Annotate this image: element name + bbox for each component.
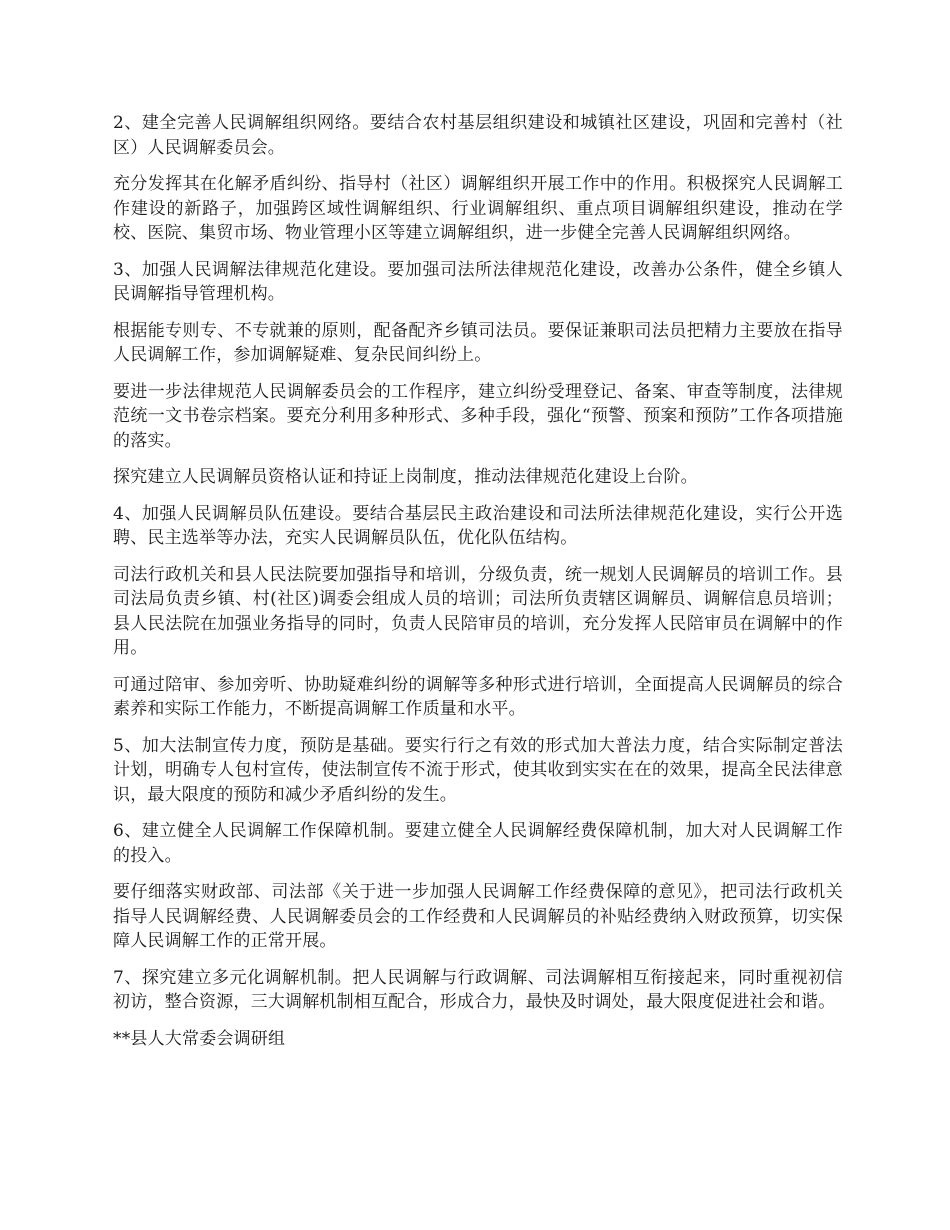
paragraph-4: 根据能专则专、不专就兼的原则，配备配齐乡镇司法员。要保证兼职司法员把精力主要放在指导人民调解工作，参加调解疑难、复杂民间纠纷上。 bbox=[113, 320, 843, 365]
paragraph-8: 司法行政机关和县人民法院要加强指导和培训，分级负责，统一规划人民调解员的培训工作。县司法局负责乡镇、村(社区)调委会组成人员的培训；司法所负责辖区调解员、调解信息员培训；县人民法院在加强业务指导的同时，负责人民陪审员的培训，充分发挥人民陪审员在调解中的作用。 bbox=[113, 564, 843, 658]
paragraph-7: 4、加强人民调解员队伍建设。要结合基层民主政治建设和司法所法律规范化建设，实行公开选聘、民主选举等办法，充实人民调解员队伍，优化队伍结构。 bbox=[113, 503, 843, 548]
paragraph-10: 5、加大法制宣传力度，预防是基础。要实行行之有效的形式加大普法力度，结合实际制定普法计划，明确专人包村宣传，使法制宣传不流于形式，使其收到实实在在的效果，提高全民法律意识，最大限度的预防和减少矛盾纠纷的发生。 bbox=[113, 735, 843, 805]
document-body bbox=[113, 111, 843, 1051]
signature: **县人大常委会调研组 bbox=[113, 1028, 286, 1049]
paragraph-5: 要进一步法律规范人民调解委员会的工作程序，建立纠纷受理登记、备案、审查等制度，法律规范统一文书卷宗档案。要充分利用多种形式、多种手段，强化“预警、预案和预防”工作各项措施的落实。 bbox=[113, 381, 843, 451]
paragraph-6: 探究建立人民调解员资格认证和持证上岗制度，推动法律规范化建设上台阶。 bbox=[113, 467, 698, 487]
paragraph-3: 3、加强人民调解法律规范化建设。要加强司法所法律规范化建设，改善办公条件，健全乡镇人民调解指导管理机构。 bbox=[113, 259, 843, 304]
paragraph-11: 6、建立健全人民调解工作保障机制。要建立健全人民调解经费保障机制，加大对人民调解工作的投入。 bbox=[113, 821, 843, 866]
paragraph-1: 2、建全完善人民调解组织网络。要结合农村基层组织建设和城镇社区建设，巩固和完善村（社区）人民调解委员会。 bbox=[113, 113, 843, 158]
paragraph-2: 充分发挥其在化解矛盾纠纷、指导村（社区）调解组织开展工作中的作用。积极探究人民调解工作建设的新路子，加强跨区域性调解组织、行业调解组织、重点项目调解组织建设，推动在学校、医院、集贸市场、物业管理小区等建立调解组织，进一步健全完善人民调解组织网络。 bbox=[113, 174, 843, 243]
paragraph-12: 要仔细落实财政部、司法部《关于进一步加强人民调解工作经费保障的意见》，把司法行政机关指导人民调解经费、人民调解委员会的工作经费和人民调解员的补贴经费纳入财政预算，切实保障人民调解工作的正常开展。 bbox=[113, 882, 843, 951]
paragraph-13: 7、探究建立多元化调解机制。把人民调解与行政调解、司法调解相互衔接起来，同时重视初信初访，整合资源，三大调解机制相互配合，形成合力，最快及时调处，最大限度促进社会和谐。 bbox=[113, 967, 843, 1012]
paragraph-9: 可通过陪审、参加旁听、协助疑难纠纷的调解等多种形式进行培训，全面提高人民调解员的综合素养和实际工作能力，不断提高调解工作质量和水平。 bbox=[113, 674, 843, 719]
